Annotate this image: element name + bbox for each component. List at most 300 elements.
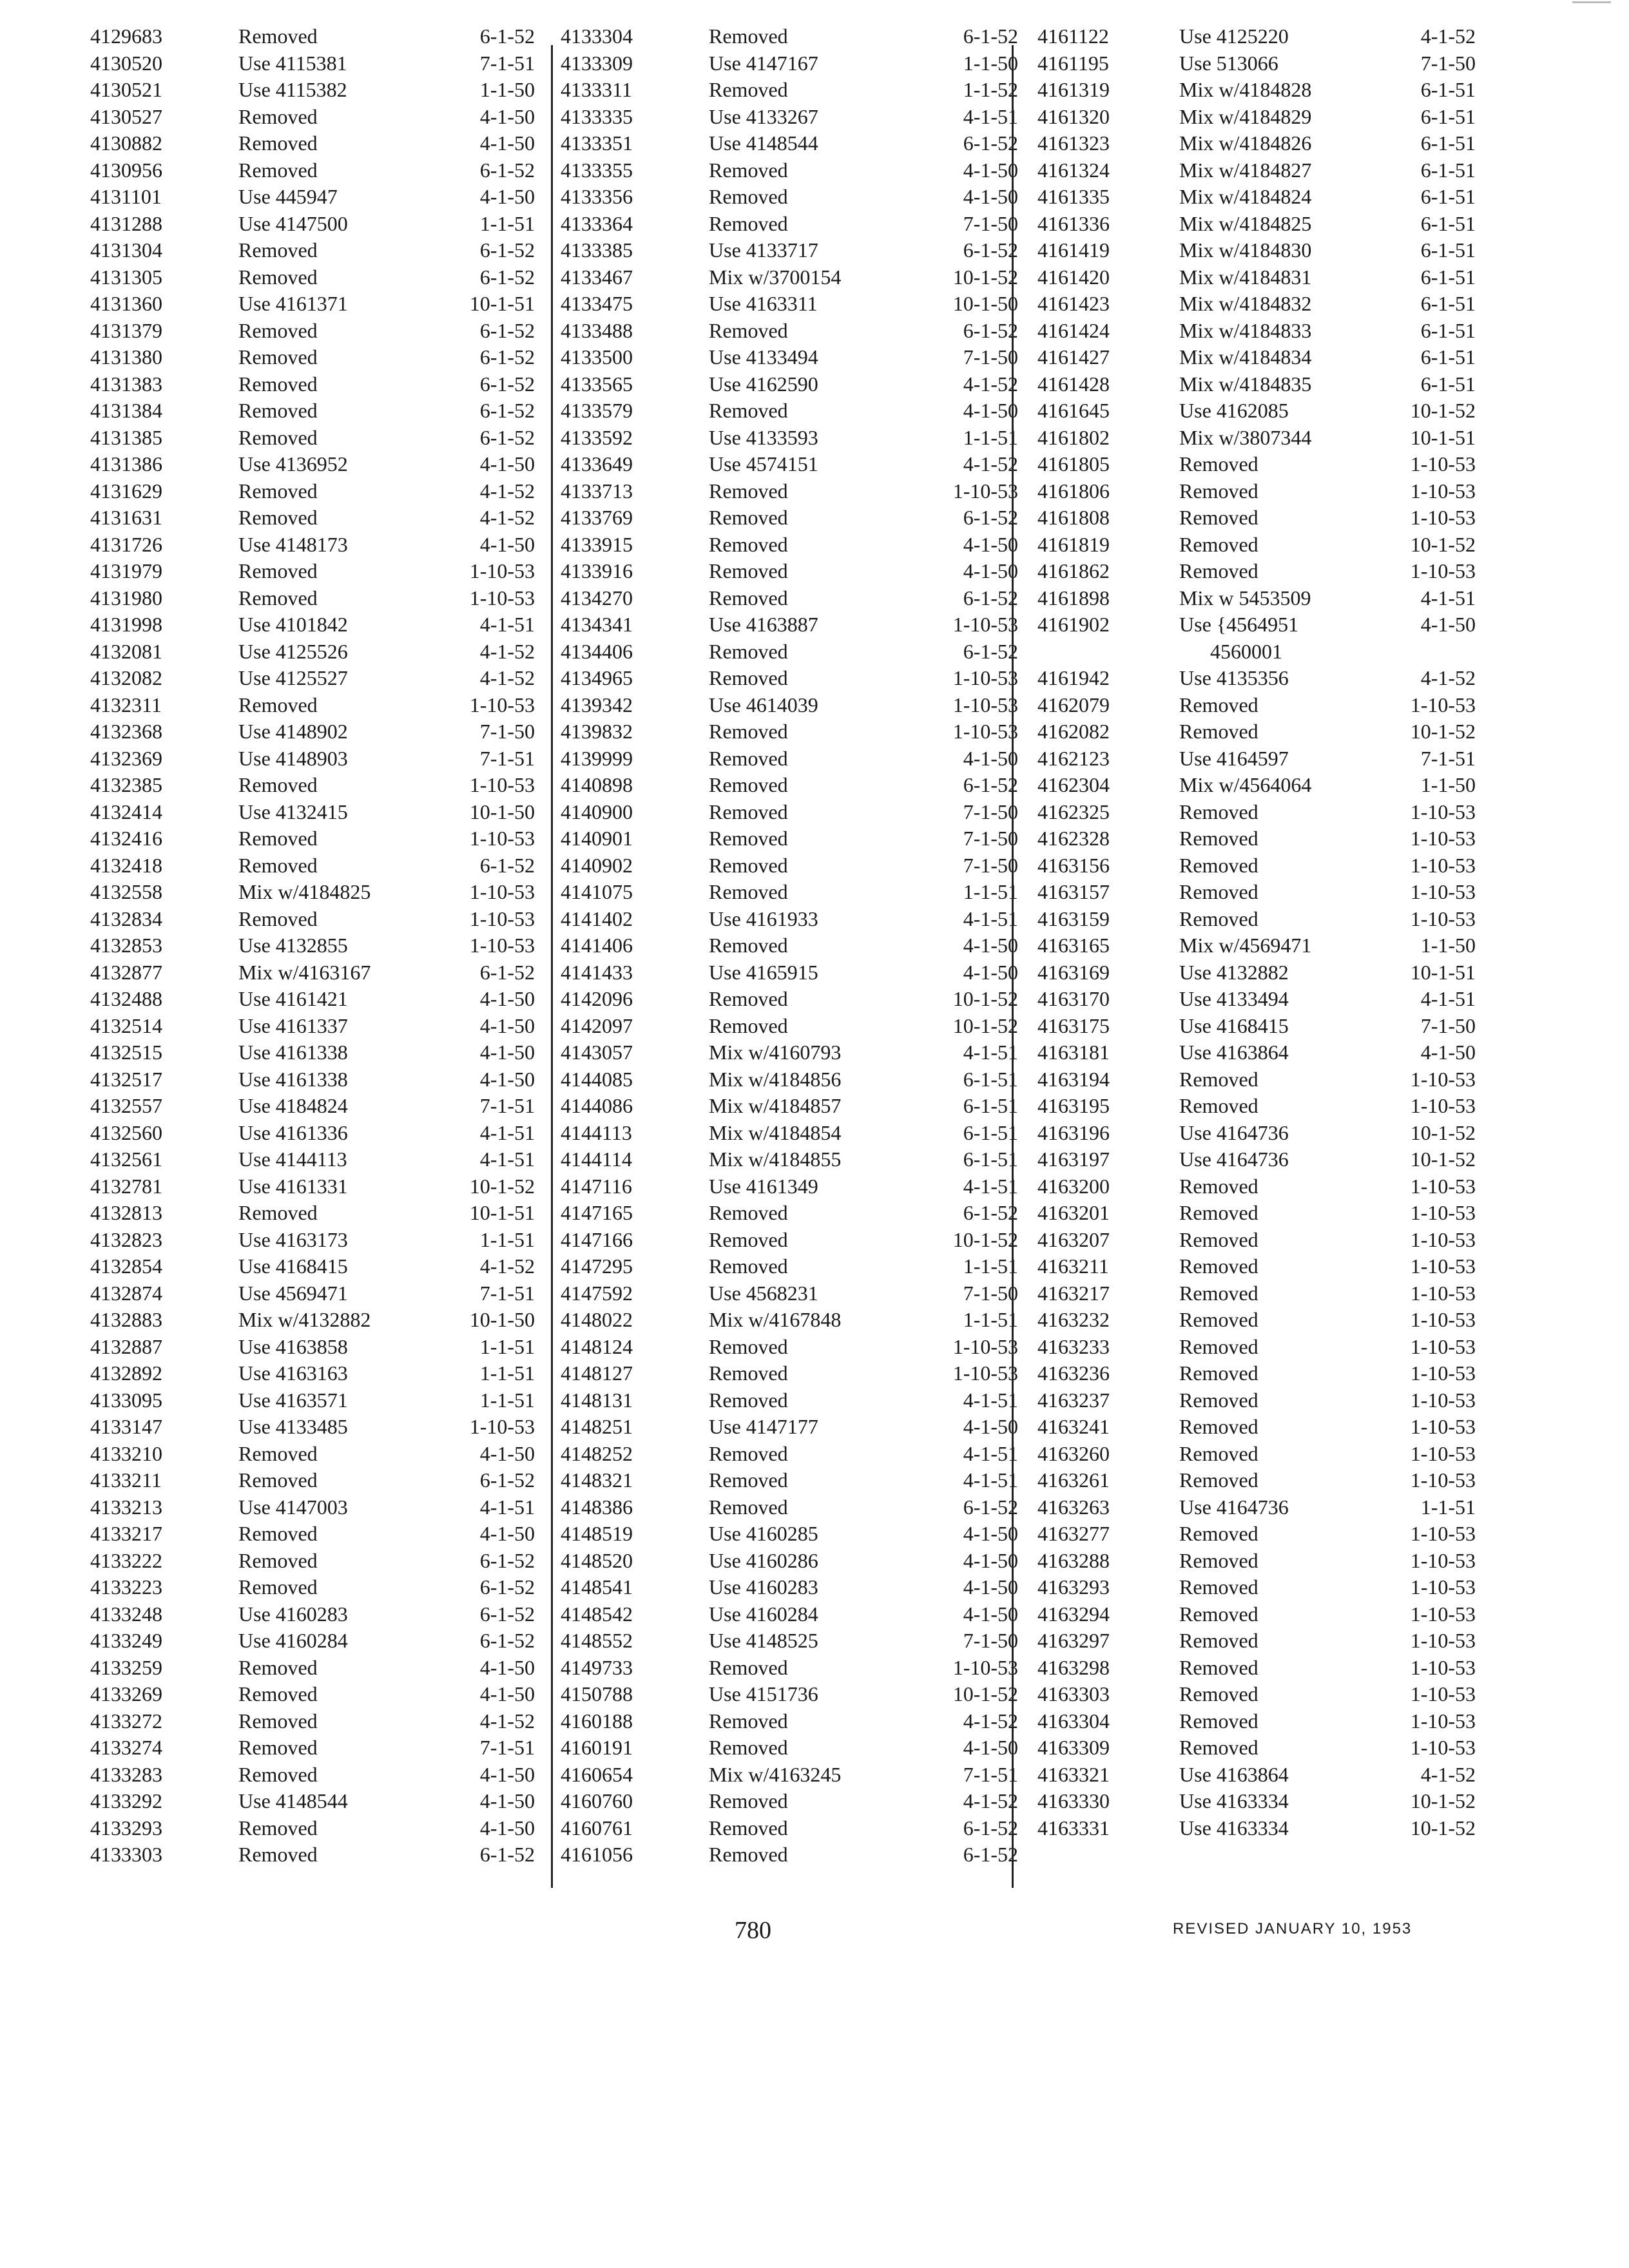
table-row — [90, 104, 535, 131]
disposition: Use 4161371 — [238, 292, 348, 315]
disposition: Removed — [238, 506, 318, 529]
part-number: 4163181 — [1037, 1041, 1110, 1064]
disposition: Removed — [1179, 1709, 1258, 1733]
table-row — [90, 1360, 535, 1387]
disposition: Removed — [1179, 1201, 1258, 1224]
table-row — [90, 211, 535, 238]
effective-date: 1-10-53 — [1410, 800, 1476, 823]
table-row — [1025, 237, 1476, 264]
part-number: 4131380 — [90, 345, 162, 369]
effective-date: 4-1-51 — [963, 1041, 1018, 1064]
part-number: 4132560 — [90, 1120, 162, 1144]
part-number: 4161805 — [1037, 452, 1110, 476]
effective-date: 1-10-53 — [469, 586, 535, 610]
part-number: 4132558 — [90, 880, 162, 903]
effective-date: 7-1-51 — [479, 1736, 535, 1759]
effective-date: 10-1-52 — [1410, 399, 1476, 422]
effective-date: 1-1-51 — [963, 1254, 1018, 1278]
part-number: 4163236 — [1037, 1361, 1110, 1385]
table-row — [554, 264, 1018, 291]
effective-date: 10-1-51 — [1410, 960, 1476, 984]
part-number: 4141406 — [561, 934, 633, 957]
part-number: 4163195 — [1037, 1094, 1110, 1117]
disposition: Use 4164597 — [1179, 746, 1289, 770]
effective-date: 6-1-51 — [1420, 265, 1476, 289]
table-row — [554, 1762, 1018, 1789]
table-row — [1025, 478, 1476, 505]
part-number: 4133309 — [561, 51, 633, 75]
effective-date: 4-1-50 — [963, 1548, 1018, 1572]
part-number: 4148552 — [561, 1629, 633, 1652]
part-number: 4163157 — [1037, 880, 1110, 903]
effective-date: 1-1-51 — [479, 1334, 535, 1358]
table-row — [90, 1173, 535, 1200]
table-row — [554, 1681, 1018, 1708]
effective-date: 7-1-50 — [963, 800, 1018, 823]
effective-date: 4-1-51 — [963, 1441, 1018, 1465]
effective-date: 1-10-53 — [469, 827, 535, 850]
table-row — [1025, 1628, 1476, 1655]
disposition: Use 4144113 — [238, 1148, 347, 1171]
table-row — [1025, 1039, 1476, 1066]
part-number: 4160760 — [561, 1789, 633, 1812]
disposition: Removed — [1179, 1468, 1258, 1492]
table-row — [1025, 425, 1476, 452]
table-row — [90, 1146, 535, 1173]
effective-date: 1-10-53 — [1410, 1281, 1476, 1305]
effective-date: 1-10-53 — [1410, 1629, 1476, 1652]
disposition: Removed — [709, 479, 788, 503]
effective-date: 1-10-53 — [1410, 1736, 1476, 1759]
parts-column-2 — [554, 23, 1018, 1869]
disposition: Use 4148544 — [238, 1789, 348, 1812]
table-row — [1025, 1280, 1476, 1307]
effective-date: 10-1-52 — [1410, 1148, 1476, 1171]
disposition: Removed — [238, 1709, 318, 1733]
disposition: Removed — [238, 1522, 318, 1545]
part-number: 4133713 — [561, 479, 633, 503]
part-number: 4162328 — [1037, 827, 1110, 850]
effective-date: 1-10-53 — [952, 479, 1018, 503]
part-number: 4147295 — [561, 1254, 633, 1278]
disposition: Removed — [238, 479, 318, 503]
part-number: 4163241 — [1037, 1415, 1110, 1438]
disposition: Removed — [709, 880, 788, 903]
disposition: Removed — [709, 506, 788, 529]
disposition: Mix w/4184835 — [1179, 372, 1312, 396]
disposition: Use 4161933 — [709, 907, 818, 930]
disposition: Mix w/4184856 — [709, 1067, 842, 1091]
part-number: 4132488 — [90, 987, 162, 1010]
part-number: 4133488 — [561, 318, 633, 342]
disposition: Removed — [1179, 1227, 1258, 1251]
table-row — [1025, 398, 1476, 425]
part-number: 4161428 — [1037, 372, 1110, 396]
part-number: 4147116 — [561, 1174, 632, 1198]
disposition: Removed — [1179, 1548, 1258, 1572]
effective-date: 6-1-52 — [963, 131, 1018, 155]
table-row — [90, 77, 535, 104]
effective-date: 1-10-53 — [469, 907, 535, 930]
part-number: 4163304 — [1037, 1709, 1110, 1733]
part-number: 4132557 — [90, 1094, 162, 1117]
effective-date: 1-10-53 — [1410, 1201, 1476, 1224]
table-row — [554, 1334, 1018, 1361]
part-number: 4131631 — [90, 506, 162, 529]
table-row — [554, 451, 1018, 478]
disposition: Use 4163163 — [238, 1361, 348, 1385]
table-row — [90, 1601, 535, 1628]
effective-date: 7-1-50 — [1420, 1014, 1476, 1037]
part-number: 4133095 — [90, 1388, 162, 1412]
table-row — [90, 639, 535, 666]
effective-date: 4-1-52 — [1420, 1762, 1476, 1786]
part-number: 4133249 — [90, 1629, 162, 1652]
disposition: Removed — [238, 827, 318, 850]
disposition: Use 4568231 — [709, 1281, 818, 1305]
effective-date: 4-1-51 — [479, 1148, 535, 1171]
disposition: Use 4148903 — [238, 746, 348, 770]
part-number: 4132414 — [90, 800, 162, 823]
part-number: 4131305 — [90, 265, 162, 289]
part-number: 4133304 — [561, 24, 633, 48]
part-number: 4130527 — [90, 104, 162, 128]
part-number: 4139342 — [561, 693, 633, 716]
table-row — [90, 585, 535, 612]
disposition: Removed — [709, 1495, 788, 1519]
disposition: Removed — [1179, 1602, 1258, 1626]
effective-date: 10-1-52 — [952, 1682, 1018, 1706]
part-number: 4133303 — [90, 1843, 162, 1866]
disposition: Use 4133494 — [1179, 987, 1289, 1010]
part-number: 4131386 — [90, 452, 162, 476]
effective-date: 1-10-53 — [1410, 1575, 1476, 1599]
disposition: Mix w/4184830 — [1179, 238, 1312, 262]
disposition: Removed — [709, 78, 788, 101]
table-row — [1025, 986, 1476, 1013]
part-number: 4161420 — [1037, 265, 1110, 289]
disposition: Removed — [1179, 880, 1258, 903]
effective-date: 6-1-51 — [1420, 372, 1476, 396]
effective-date: 4-1-51 — [963, 907, 1018, 930]
effective-date: 6-1-51 — [1420, 238, 1476, 262]
part-number: 4133211 — [90, 1468, 162, 1492]
part-number: 4140900 — [561, 800, 633, 823]
part-number: 4142096 — [561, 987, 633, 1010]
table-row — [554, 1494, 1018, 1521]
disposition: Mix w/4564064 — [1179, 773, 1312, 796]
disposition: Mix w/4184854 — [709, 1120, 842, 1144]
disposition: Removed — [709, 399, 788, 422]
table-row — [554, 692, 1018, 719]
disposition: Removed — [709, 1388, 788, 1412]
part-number: 4133293 — [90, 1816, 162, 1840]
effective-date: 10-1-51 — [469, 1201, 535, 1224]
disposition: Removed — [1179, 1334, 1258, 1358]
table-row — [90, 1681, 535, 1708]
disposition: Use 4163173 — [238, 1227, 348, 1251]
table-row — [1025, 1146, 1476, 1173]
part-number: 4133210 — [90, 1441, 162, 1465]
effective-date: 4-1-51 — [963, 104, 1018, 128]
table-row — [90, 1227, 535, 1254]
disposition: Use 4168415 — [1179, 1014, 1289, 1037]
part-number: 4131288 — [90, 211, 162, 235]
part-number: 4148386 — [561, 1495, 633, 1519]
effective-date: 4-1-51 — [963, 1174, 1018, 1198]
disposition: Removed — [238, 907, 318, 930]
disposition: Mix w/4184828 — [1179, 78, 1312, 101]
disposition: Use 4132855 — [238, 934, 348, 957]
disposition: Use 4161349 — [709, 1174, 818, 1198]
part-number: 4133500 — [561, 345, 633, 369]
part-number: 4148321 — [561, 1468, 633, 1492]
effective-date: 1-1-51 — [479, 1361, 535, 1385]
table-row — [1025, 825, 1476, 852]
part-number: 4163303 — [1037, 1682, 1110, 1706]
table-row — [554, 1655, 1018, 1682]
effective-date: 7-1-51 — [479, 1094, 535, 1117]
table-row — [1025, 772, 1476, 799]
table-row — [554, 1280, 1018, 1307]
table-row — [554, 1441, 1018, 1468]
disposition: Removed — [1179, 1094, 1258, 1117]
disposition: Use 4136952 — [238, 452, 348, 476]
table-row — [554, 745, 1018, 773]
part-number: 4132877 — [90, 960, 162, 984]
table-row — [554, 825, 1018, 852]
part-number: 4132517 — [90, 1067, 162, 1091]
disposition: Use 4148173 — [238, 532, 348, 556]
effective-date: 1-10-53 — [1410, 479, 1476, 503]
page-number: 780 — [735, 1917, 771, 1944]
disposition: Removed — [709, 1014, 788, 1037]
disposition: Use 4164736 — [1179, 1148, 1289, 1171]
table-row — [1025, 959, 1476, 986]
table-row — [554, 318, 1018, 345]
disposition: Removed — [238, 1548, 318, 1572]
table-row — [90, 1280, 535, 1307]
effective-date: 7-1-51 — [479, 1281, 535, 1305]
effective-date: 4-1-51 — [1420, 586, 1476, 610]
effective-date: 10-1-52 — [952, 265, 1018, 289]
table-row — [554, 665, 1018, 692]
table-row — [554, 558, 1018, 585]
part-number: 4162325 — [1037, 800, 1110, 823]
effective-date: 1-10-53 — [1410, 907, 1476, 930]
disposition: Use 4101842 — [238, 613, 348, 636]
table-row — [554, 50, 1018, 77]
effective-date: 6-1-51 — [963, 1148, 1018, 1171]
part-number: 4144113 — [561, 1120, 632, 1144]
table-row — [90, 184, 535, 211]
table-row — [90, 852, 535, 879]
table-row — [90, 799, 535, 826]
disposition: Use 4133485 — [238, 1415, 348, 1438]
effective-date: 7-1-50 — [963, 827, 1018, 850]
table-row — [1025, 799, 1476, 826]
effective-date: 4-1-51 — [479, 1495, 535, 1519]
disposition: Removed — [709, 1843, 788, 1866]
table-row — [1025, 318, 1476, 345]
effective-date: 7-1-50 — [963, 1629, 1018, 1652]
disposition: Removed — [709, 720, 788, 743]
effective-date: 6-1-51 — [1420, 292, 1476, 315]
effective-date: 4-1-50 — [963, 532, 1018, 556]
disposition: Use 4147003 — [238, 1495, 348, 1519]
part-number: 4161808 — [1037, 506, 1110, 529]
disposition: Use 4133267 — [709, 104, 818, 128]
effective-date: 4-1-50 — [479, 185, 535, 208]
part-number: 4132416 — [90, 827, 162, 850]
part-number: 4133385 — [561, 238, 633, 262]
disposition: Use 4574151 — [709, 452, 818, 476]
disposition: Use 4115382 — [238, 78, 347, 101]
part-number: 4133364 — [561, 211, 633, 235]
effective-date: 7-1-51 — [963, 1762, 1018, 1786]
part-number: 4163261 — [1037, 1468, 1110, 1492]
part-number: 4131384 — [90, 399, 162, 422]
table-row — [1025, 745, 1476, 773]
disposition: Removed — [709, 1709, 788, 1733]
table-row — [554, 1521, 1018, 1548]
table-row — [90, 1841, 535, 1869]
disposition: Use 4148525 — [709, 1629, 818, 1652]
table-row — [1025, 1120, 1476, 1147]
table-row — [90, 1441, 535, 1468]
disposition: Use 4160283 — [709, 1575, 818, 1599]
table-row — [1025, 1681, 1476, 1708]
disposition: Mix w/4184857 — [709, 1094, 842, 1117]
effective-date: 4-1-50 — [963, 1602, 1018, 1626]
effective-date: 1-10-53 — [1410, 506, 1476, 529]
effective-date: 6-1-52 — [479, 1575, 535, 1599]
disposition: Use 4115381 — [238, 51, 347, 75]
effective-date: 1-10-53 — [1410, 693, 1476, 716]
effective-date: 1-10-53 — [1410, 1067, 1476, 1091]
effective-date: 6-1-52 — [479, 399, 535, 422]
part-number: 4132883 — [90, 1308, 162, 1331]
effective-date: 4-1-52 — [963, 372, 1018, 396]
table-row — [1025, 1066, 1476, 1093]
effective-date: 1-10-53 — [1410, 1468, 1476, 1492]
table-row — [90, 1574, 535, 1601]
effective-date: 6-1-52 — [479, 345, 535, 369]
effective-date: 1-10-53 — [952, 613, 1018, 636]
effective-date: 4-1-50 — [479, 1655, 535, 1679]
disposition: Removed — [238, 425, 318, 449]
parts-column-1 — [90, 23, 535, 1869]
disposition: Removed — [238, 1762, 318, 1786]
disposition: Use 4164736 — [1179, 1495, 1289, 1519]
disposition: Mix w/4132882 — [238, 1308, 371, 1331]
effective-date: 1-10-53 — [952, 1361, 1018, 1385]
table-row — [90, 665, 535, 692]
effective-date: 6-1-52 — [479, 853, 535, 877]
effective-date: 1-10-53 — [469, 880, 535, 903]
effective-date: 4-1-50 — [963, 1415, 1018, 1438]
effective-date: 6-1-51 — [1420, 158, 1476, 182]
table-row — [90, 1762, 535, 1789]
part-number: 4161319 — [1037, 78, 1110, 101]
table-row — [90, 50, 535, 77]
table-row — [1025, 1360, 1476, 1387]
disposition: Use 4160284 — [238, 1629, 348, 1652]
table-row — [1025, 1815, 1476, 1842]
table-row — [90, 425, 535, 452]
disposition: Use 4163334 — [1179, 1789, 1289, 1812]
column-divider — [1012, 45, 1014, 1888]
part-number: 4161942 — [1037, 666, 1110, 689]
disposition: Removed — [709, 158, 788, 182]
effective-date: 1-10-53 — [1410, 1388, 1476, 1412]
disposition: Use 4148544 — [709, 131, 818, 155]
effective-date: 6-1-52 — [963, 238, 1018, 262]
disposition: Use 4164736 — [1179, 1120, 1289, 1144]
effective-date: 1-1-51 — [963, 425, 1018, 449]
part-number: 4133351 — [561, 131, 633, 155]
part-number: 4161195 — [1037, 51, 1109, 75]
table-row — [554, 157, 1018, 184]
disposition: Use 4614039 — [709, 693, 818, 716]
part-number: 4142097 — [561, 1014, 633, 1037]
table-row — [554, 1708, 1018, 1735]
table-row — [1025, 344, 1476, 371]
disposition: Removed — [238, 1682, 318, 1706]
effective-date: 10-1-52 — [1410, 1120, 1476, 1144]
part-number: 4133259 — [90, 1655, 162, 1679]
disposition: Removed — [1179, 452, 1258, 476]
disposition: Use 4133494 — [709, 345, 818, 369]
disposition: Removed — [238, 238, 318, 262]
table-row — [90, 772, 535, 799]
effective-date: 6-1-52 — [479, 1468, 535, 1492]
table-row — [554, 1253, 1018, 1280]
disposition: Removed — [709, 1468, 788, 1492]
disposition: Removed — [709, 1789, 788, 1812]
part-number: 4161424 — [1037, 318, 1110, 342]
part-number: 4133565 — [561, 372, 633, 396]
effective-date: 1-10-53 — [1410, 1227, 1476, 1251]
part-number: 4160761 — [561, 1816, 633, 1840]
column-divider — [551, 45, 553, 1888]
disposition: Mix w/4184831 — [1179, 265, 1312, 289]
table-row — [554, 1146, 1018, 1173]
table-row — [90, 1334, 535, 1361]
effective-date: 10-1-51 — [1410, 425, 1476, 449]
effective-date: 4-1-50 — [479, 1014, 535, 1037]
effective-date: 10-1-51 — [469, 292, 535, 315]
part-number: 4147592 — [561, 1281, 633, 1305]
table-row — [554, 1227, 1018, 1254]
table-row — [90, 1414, 535, 1441]
effective-date: 4-1-50 — [479, 1041, 535, 1064]
effective-date: 4-1-50 — [479, 532, 535, 556]
parts-column-3 — [1025, 23, 1476, 1841]
table-row — [554, 505, 1018, 532]
table-row — [554, 1360, 1018, 1387]
disposition: Removed — [238, 131, 318, 155]
effective-date: 1-1-51 — [479, 211, 535, 235]
table-row — [90, 745, 535, 773]
part-number: 4133592 — [561, 425, 633, 449]
effective-date: 6-1-52 — [479, 318, 535, 342]
effective-date: 1-10-53 — [952, 1655, 1018, 1679]
part-number: 4161862 — [1037, 559, 1110, 582]
effective-date: 1-10-53 — [1410, 559, 1476, 582]
part-number: 4130956 — [90, 158, 162, 182]
part-number: 4148542 — [561, 1602, 633, 1626]
